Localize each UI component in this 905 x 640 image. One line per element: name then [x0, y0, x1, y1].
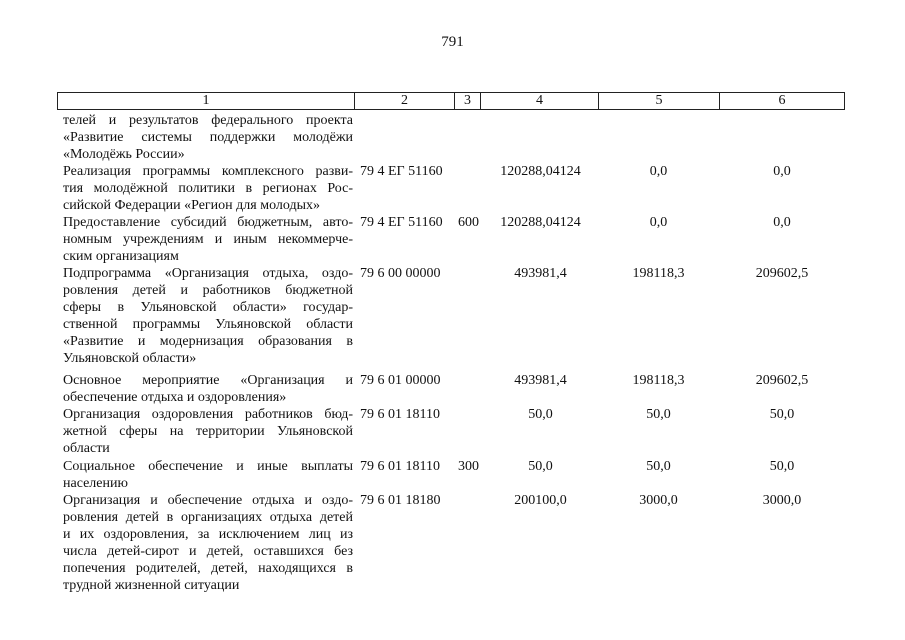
row-value-col4: 50,0 — [528, 459, 553, 474]
header-col-3: 3 — [454, 93, 480, 109]
table-header — [57, 92, 845, 110]
description-line: «Развитие системы поддержки молодёжи — [63, 130, 353, 145]
row-value-col6: 209602,5 — [755, 373, 809, 388]
row-description — [63, 492, 353, 594]
row-code: 79 6 01 18180 — [360, 493, 441, 508]
page-number: 791 — [441, 34, 464, 50]
row-expense-type: 300 — [458, 459, 479, 474]
description-line: Реализация программы комплексного разви- — [63, 164, 353, 179]
row-value-col6: 0,0 — [773, 164, 791, 179]
row-value-col5: 198118,3 — [632, 266, 685, 281]
row-description — [63, 372, 353, 406]
description-line: жетной сферы на территории Ульяновской — [63, 424, 353, 439]
description-line: «Молодёжь России» — [63, 147, 185, 162]
row-description — [63, 265, 353, 367]
row-value-col4: 200100,0 — [514, 493, 567, 508]
row-code: 79 6 01 18110 — [360, 407, 440, 422]
row-value-col6: 3000,0 — [762, 493, 802, 508]
row-value-col6: 50,0 — [769, 459, 795, 474]
description-line: ственной программы Ульяновской области — [63, 317, 353, 332]
row-value-col6: 50,0 — [769, 407, 795, 422]
description-line: сийской Федерации «Регион для молодых» — [63, 198, 320, 213]
description-line: ским организациям — [63, 249, 179, 264]
row-value-col6: 209602,5 — [755, 266, 809, 281]
row-value-col6: 0,0 — [773, 215, 791, 230]
row-code: 79 4 ЕГ 51160 — [360, 215, 443, 230]
description-line: числа детей-сирот и детей, оставшихся без — [63, 544, 353, 559]
description-line: Основное мероприятие «Организация и — [63, 373, 353, 388]
header-col-2: 2 — [354, 93, 454, 109]
header-col-5: 5 — [598, 93, 719, 109]
description-line: Подпрограмма «Организация отдыха, оздо- — [63, 266, 353, 281]
row-code: 79 6 00 00000 — [360, 266, 441, 281]
description-line: населению — [63, 476, 128, 491]
description-line: «Развитие и модернизация образования в — [63, 334, 353, 349]
row-description — [63, 214, 353, 265]
row-value-col4: 493981,4 — [514, 373, 567, 388]
description-line: Предоставление субсидий бюджетным, авто- — [63, 215, 353, 230]
row-value-col5: 3000,0 — [639, 493, 678, 508]
row-value-col5: 198118,3 — [632, 373, 685, 388]
row-value-col5: 50,0 — [646, 459, 671, 474]
row-value-col4: 120288,04124 — [500, 164, 581, 179]
row-description — [63, 458, 353, 492]
description-line: трудной жизненной ситуации — [63, 578, 240, 593]
description-line: и их оздоровления, за исключением лиц из — [63, 527, 353, 542]
description-line: Ульяновской области» — [63, 351, 197, 366]
row-value-col5: 50,0 — [646, 407, 671, 422]
description-line: Социальное обеспечение и иные выплаты — [63, 459, 353, 474]
row-value-col4: 493981,4 — [514, 266, 567, 281]
description-line: ровления детей в организациях отдыха детей — [63, 510, 353, 525]
row-value-col5: 0,0 — [649, 164, 668, 179]
description-line: обеспечение отдыха и оздоровления» — [63, 390, 287, 405]
header-col-4: 4 — [480, 93, 598, 109]
description-line: сферы в Ульяновской области» государ- — [63, 300, 353, 315]
row-value-col4: 120288,04124 — [500, 215, 581, 230]
description-line: телей и результатов федерального проекта — [63, 113, 353, 128]
description-line: области — [63, 441, 110, 456]
row-code: 79 6 01 00000 — [360, 373, 441, 388]
description-line: тия молодёжной политики в регионах Рос- — [63, 181, 353, 196]
description-line: Организация и обеспечение отдыха и оздо- — [63, 493, 353, 508]
description-line: ровления детей и работников бюджетной — [63, 283, 353, 298]
description-line: попечения родителей, детей, находящихся в — [63, 561, 353, 576]
description-line: Организация оздоровления работников бюд- — [63, 407, 353, 422]
header-col-1: 1 — [202, 93, 210, 108]
row-expense-type: 600 — [458, 215, 479, 230]
description-line: номным учреждениям и иным некоммерче- — [63, 232, 353, 247]
row-value-col4: 50,0 — [528, 407, 553, 422]
row-value-col5: 0,0 — [649, 215, 668, 230]
row-code: 79 6 01 18110 — [360, 459, 440, 474]
header-col-6: 6 — [719, 93, 844, 109]
row-description — [63, 163, 353, 214]
row-description — [63, 112, 353, 163]
row-code: 79 4 ЕГ 51160 — [360, 164, 443, 179]
row-description — [63, 406, 353, 457]
